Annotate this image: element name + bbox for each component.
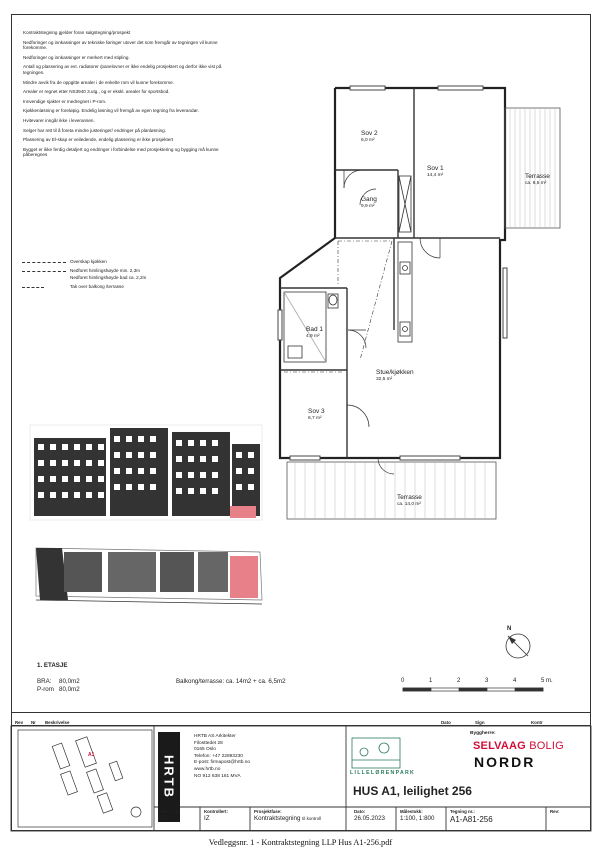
room-gang [361,196,377,210]
field-scale [400,809,434,822]
note: Hvitevarer inngår ikke i leveransen. [23,117,95,123]
room-area: ca. 6,5 m² [525,181,547,186]
field-value: GR [158,815,168,822]
north-label: N [507,626,512,632]
room-area: 9,9 m² [361,204,375,209]
site-plan [18,730,152,827]
kitchen-units [398,242,412,342]
key-plan [36,548,262,604]
scale-tick: 1 [429,678,433,684]
door-swings [344,170,440,474]
bra-value: 80,0m2 [59,678,80,685]
prom-value: 80,0m2 [59,686,80,693]
field-drawn-by [158,809,180,822]
field-label: Tegnet av: [158,809,180,814]
architect-line: NO 912 638 161 MVA [194,773,241,779]
note: Kjøkkenløsning er foreløpig. Endelig løsning vil fremgå av egen tegning fra leverandør. [23,108,199,114]
upper-terrace [505,108,560,228]
field-label: Målestokk: [400,809,423,814]
kontr-header: Kontr [531,720,543,725]
room-terrasse-upper [525,173,550,187]
legend-label: Tak over balkong /terrasse [70,284,124,289]
date-header: Dato [441,720,451,725]
field-label: Tegning nr.: [450,809,475,814]
prom-label: P-rom [37,686,54,693]
architect-line: E-post: firmapost@hrtb.no [194,760,251,766]
site-plan-building-label: A1 [88,752,95,758]
room-area: 32,5 m² [376,377,393,382]
room-area: ca. 14,0 m² [397,502,421,507]
field-drawing-number [450,809,493,824]
project-title: HUS A1, leilighet 256 [353,784,472,798]
room-area: 6,7 m² [308,416,322,421]
field-phase [254,809,321,822]
field-label: Dato: [354,809,366,814]
note: Bygget er ikke ferdig detaljert og endringer i forbindelse med prosjektering og bygging må kunne påberegnes [23,146,219,158]
room-name: Terrasse [525,173,550,180]
floor-label: 1. ETASJE [37,662,68,669]
description-header: Beskrivelse [45,720,70,725]
phase-text: Kontraktstegning [254,815,301,822]
architect-line: 0165 Oslo [194,747,216,753]
legend-label: Nedforet himlingshøyde min. 2,3m [70,268,140,273]
room-name: Sov 2 [361,130,378,137]
scale-tick: 4 [513,678,517,684]
scale-tick: 3 [485,678,489,684]
note: Nedforinger og innkassinger er merkert med stipling. [23,54,130,60]
room-sov3 [308,408,325,422]
architect-line: Telefon: +47 22893230 [194,753,243,759]
room-name: Sov 3 [308,408,325,415]
architect-line: www.hrtb.no [194,766,221,772]
scale-tick: 5 m. [541,678,553,684]
note: Mindre avvik fra de oppgitte arealer i de enkelte rom vil kunne forekomme. [23,79,174,85]
lower-terrace [287,462,496,519]
note: Selger har rett til å foreta mindre justeringer/ endringer på planløsning. [23,127,166,133]
elevation-drawing [30,425,262,520]
note: Antall og plassering av evt. radiatorer /panelovner er ikke endelig prosjektert og derfor ikke vist på tegningen. [23,64,222,75]
field-value: 1:100, 1:800 [400,815,435,822]
room-area: 4,9 m² [306,334,320,339]
scale-bar [403,688,543,691]
bolig-text: BOLIG [525,740,564,752]
nordr-logo: NORDR [474,754,536,770]
field-value: A1-A81-256 [450,815,493,824]
file-footer: Vedleggsnr. 1 - Kontraktstegning LLP Hus A1-256.pdf [208,838,393,847]
note: Nedforinger og innkassinger av tekniske føringer utover det som fremgår av tegningen vil kunne forekomme. [23,39,218,51]
park-name: LILLELØRENPARK [350,770,416,776]
field-revision [550,809,560,814]
area-summary [37,678,80,694]
hrtb-logo-text: HRTB [161,754,177,800]
shaft [399,176,411,232]
room-area: 6,0 m² [361,138,375,143]
apartment-highlight [230,506,256,518]
client-label: Byggherre: [470,731,496,736]
interior-walls [280,88,500,458]
phase-suffix: til kontroll [302,816,322,821]
selvaag-text: SELVAAG [473,740,526,752]
sign-header: Sign [475,720,485,725]
room-sov2 [361,130,378,144]
field-value: 26.05.2023 [354,815,385,822]
legend-label: Overskap kjøkken [70,259,107,264]
room-name: Gang [361,196,377,203]
note: Innvendige sjakter er medregnet i P-rom. [23,98,107,104]
field-value [254,815,321,822]
architect-line: HRTB AS Arkitekter [194,734,236,739]
field-value: IZ [204,815,210,822]
plan-walls [280,88,505,458]
windows [278,86,507,460]
room-name: Terrasse [397,494,422,501]
north-arrow [506,634,530,658]
revision-row [11,712,591,726]
balcony-summary: Balkong/terrasse: ca. 14m2 + ca. 6,5m2 [176,678,286,685]
legend-label: Nedforet himlingshøyde bad ca. 2,2m [70,275,147,280]
note: Kontraktstegning gjelder foran salgstegning/prospekt [23,30,131,35]
architect-line: Filosttedet 28 [194,740,223,746]
architect-info [194,734,250,780]
room-terrasse-lower [397,494,422,508]
scale-tick: 2 [457,678,461,684]
field-date [354,809,385,822]
field-label: Rev: [550,809,560,814]
field-label: Kontrollert: [204,809,228,814]
field-checked-by [204,809,228,822]
room-area: 14,4 m² [427,173,444,178]
rev-header: Rev [15,720,24,725]
note: Plassering av El-skap er veiledende, endelig plassering er ikke prosjektert [23,137,174,143]
room-sov1 [427,165,444,179]
room-name: Sov 1 [427,165,444,172]
room-name: Bad 1 [306,326,323,333]
field-label: Prosjektfase: [254,809,282,814]
selvaag-logo [473,740,564,752]
nr-header: Nr [31,720,36,725]
room-name: Stue/kjøkken [376,369,414,376]
scale-tick: 0 [401,678,405,684]
note: Arealer er regnet etter NS3940 3.utg., og er ekskl. arealer for sportsbod. [23,89,170,95]
park-logo [352,738,400,768]
room-bad [306,326,323,340]
room-stue [376,369,414,383]
bra-label: BRA: [37,678,52,685]
